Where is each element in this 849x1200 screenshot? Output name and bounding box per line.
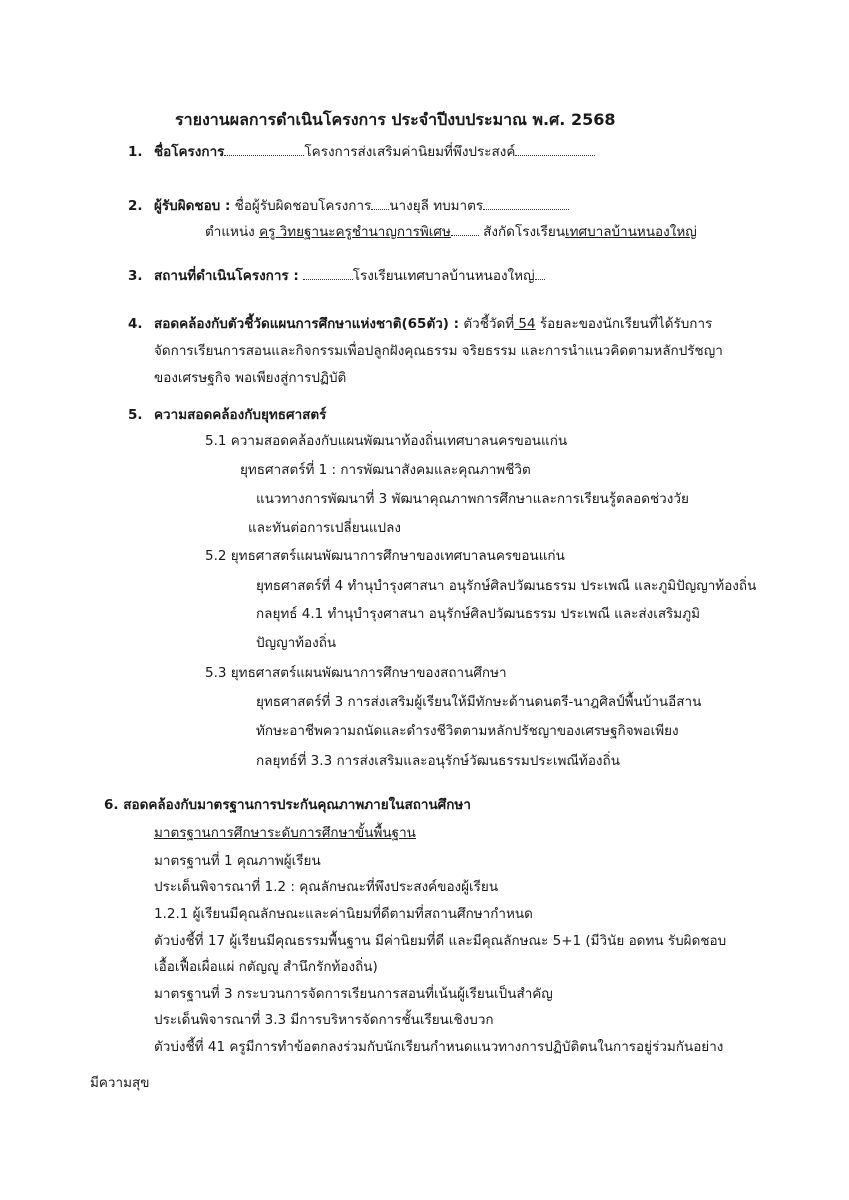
section-6-heading: 6. สอดคล้องกับมาตรฐานการประกันคุณภาพภายในสถานศึกษา [104, 797, 471, 813]
position-value: ครู วิทยฐานะครูชำนาญการพิเศษ [259, 224, 451, 240]
strategy-5-3-item-3: กลยุทธ์ที่ 3.3 การส่งเสริมและอนุรักษ์วัฒนธรรมประเพณีท้องถิ่น [256, 753, 620, 769]
section-5-heading [128, 405, 326, 425]
strategy-5-1: 5.1 ความสอดคล้องกับแผนพัฒนาท้องถิ่นเทศบาลนครขอนแก่น [205, 433, 568, 449]
section-3-number: 3. [128, 268, 143, 284]
responsible-sublabel: ชื่อผู้รับผิดชอบโครงการ [230, 198, 372, 214]
dotted-leader [535, 263, 545, 280]
strategy-5-2-item-1: ยุทธศาสตร์ที่ 4 ทำนุบำรุงศาสนา อนุรักษ์ศิลปวัฒนธรรม ประเพณี และภูมิปัญญาท้องถิ่น [256, 578, 757, 594]
strategy-5-1-item-1: ยุทธศาสตร์ที่ 1 : การพัฒนาสังคมและคุณภาพชีวิต [240, 462, 531, 478]
strategy-5-3: 5.3 ยุทธศาสตร์แผนพัฒนาการศึกษาของสถานศึกษา [205, 665, 507, 681]
section-4-line-2: จัดการเรียนการสอนและกิจกรรมเพื่อปลูกฝังคุณธรรม จริยธรรม และการนำแนวคิดตามหลักปรัชญา [154, 343, 723, 359]
dotted-leader [224, 139, 304, 156]
standard-3: มาตรฐานที่ 3 กระบวนการจัดการเรียนการสอนที่เน้นผู้เรียนเป็นสำคัญ [154, 986, 553, 1002]
strategy-5-3-item-2: ทักษะอาชีพความถนัดและดำรงชีวิตตามหลักปรัชญาของเศรษฐกิจพอเพียง [256, 723, 679, 739]
dotted-leader [303, 263, 353, 280]
indicator-17-line-2: เอื้อเฟื้อเผื่อแผ่ กตัญญู สำนึกรักท้องถิ่น) [154, 959, 378, 975]
item-1-2-1: 1.2.1 ผู้เรียนมีคุณลักษณะและค่านิยมที่ดีตามที่สถานศึกษากำหนด [154, 906, 533, 922]
section-4-line-3: ของเศรษฐกิจ พอเพียงสู่การปฏิบัติ [154, 370, 347, 386]
consideration-3-3: ประเด็นพิจารณาที่ 3.3 มีการบริหารจัดการชั้นเรียนเชิงบวก [154, 1012, 494, 1028]
dotted-leader [515, 139, 595, 156]
section-4-number: 4. [128, 316, 143, 332]
section-2-position-line [205, 219, 697, 242]
school-value: เทศบาลบ้านหนองใหญ่ [565, 224, 697, 240]
report-title: รายงานผลการดำเนินโครงการ ประจำปีงบประมาณ พ.ศ. 2568 [175, 110, 616, 129]
responsible-name: นางยุลี ทบมาตร [389, 198, 484, 214]
section-2-number: 2. [128, 198, 143, 214]
dotted-leader [451, 219, 479, 236]
indicator-17-line-1: ตัวบ่งชี้ที่ 17 ผู้เรียนมีคุณธรรมพื้นฐาน มีค่านิยมที่ดี และมีคุณลักษณะ 5+1 (มีวินัย อดทน รับผิดชอบ [154, 933, 727, 949]
dotted-leader [371, 193, 389, 210]
strategy-5-2: 5.2 ยุทธศาสตร์แผนพัฒนาการศึกษาของเทศบาลนครขอนแก่น [205, 548, 565, 564]
project-name-label: ชื่อโครงการ [154, 144, 225, 160]
indicator-number: 54 [514, 316, 536, 332]
indicator-label: ตัวชี้วัดที่ [459, 316, 515, 332]
section-1 [128, 139, 595, 162]
indicator-41-line-2: มีความสุข [90, 1075, 150, 1091]
strategy-5-2-item-3: ปัญญาท้องถิ่น [256, 635, 337, 651]
strategy-label: ความสอดคล้องกับยุทธศาสตร์ [154, 407, 327, 423]
responsible-label: ผู้รับผิดชอบ : [154, 198, 231, 214]
dotted-leader [483, 193, 569, 210]
strategy-5-1-item-2: แนวทางการพัฒนาที่ 3 พัฒนาคุณภาพการศึกษาและการเรียนรู้ตลอดช่วงวัย [256, 491, 689, 507]
indicator-text: ร้อยละของนักเรียนที่ได้รับการ [535, 316, 713, 332]
consideration-1-2: ประเด็นพิจารณาที่ 1.2 : คุณลักษณะที่พึงประสงค์ของผู้เรียน [154, 879, 499, 895]
section-4-line-1 [128, 314, 712, 334]
section-5-number: 5. [128, 407, 143, 423]
section-3 [128, 263, 545, 286]
school-label: สังกัดโรงเรียน [483, 224, 566, 240]
section-2 [128, 193, 569, 216]
location-value: โรงเรียนเทศบาลบ้านหนองใหญ่ [352, 268, 535, 284]
location-label: สถานที่ดำเนินโครงการ : [154, 268, 299, 284]
strategy-5-3-item-1: ยุทธศาสตร์ที่ 3 การส่งเสริมผู้เรียนให้มีทักษะด้านดนตรี-นาฎศิลป์พื้นบ้านอีสาน [256, 694, 702, 710]
indicator-41-line-1: ตัวบ่งชี้ที่ 41 ครูมีการทำข้อตกลงร่วมกับนักเรียนกำหนดแนวทางการปฏิบัติตนในการอยู่ร่วมกันอย่าง [154, 1039, 724, 1055]
strategy-5-2-item-2: กลยุทธ์ 4.1 ทำนุบำรุงศาสนา อนุรักษ์ศิลปวัฒนธรรม ประเพณี และส่งเสริมภูมิ [256, 606, 701, 622]
position-label: ตำแหน่ง [205, 224, 255, 240]
national-plan-label: สอดคล้องกับตัวชี้วัดแผนการศึกษาแห่งชาติ(65ตัว) : [154, 316, 460, 332]
standard-level: มาตรฐานการศึกษาระดับการศึกษาขั้นพื้นฐาน [154, 825, 416, 841]
project-name-value: โครงการส่งเสริมค่านิยมที่พึงประสงค์ [304, 144, 516, 160]
standard-1: มาตรฐานที่ 1 คุณภาพผู้เรียน [154, 853, 321, 869]
strategy-5-1-item-3: และทันต่อการเปลี่ยนแปลง [248, 520, 401, 536]
section-1-number: 1. [128, 144, 143, 160]
